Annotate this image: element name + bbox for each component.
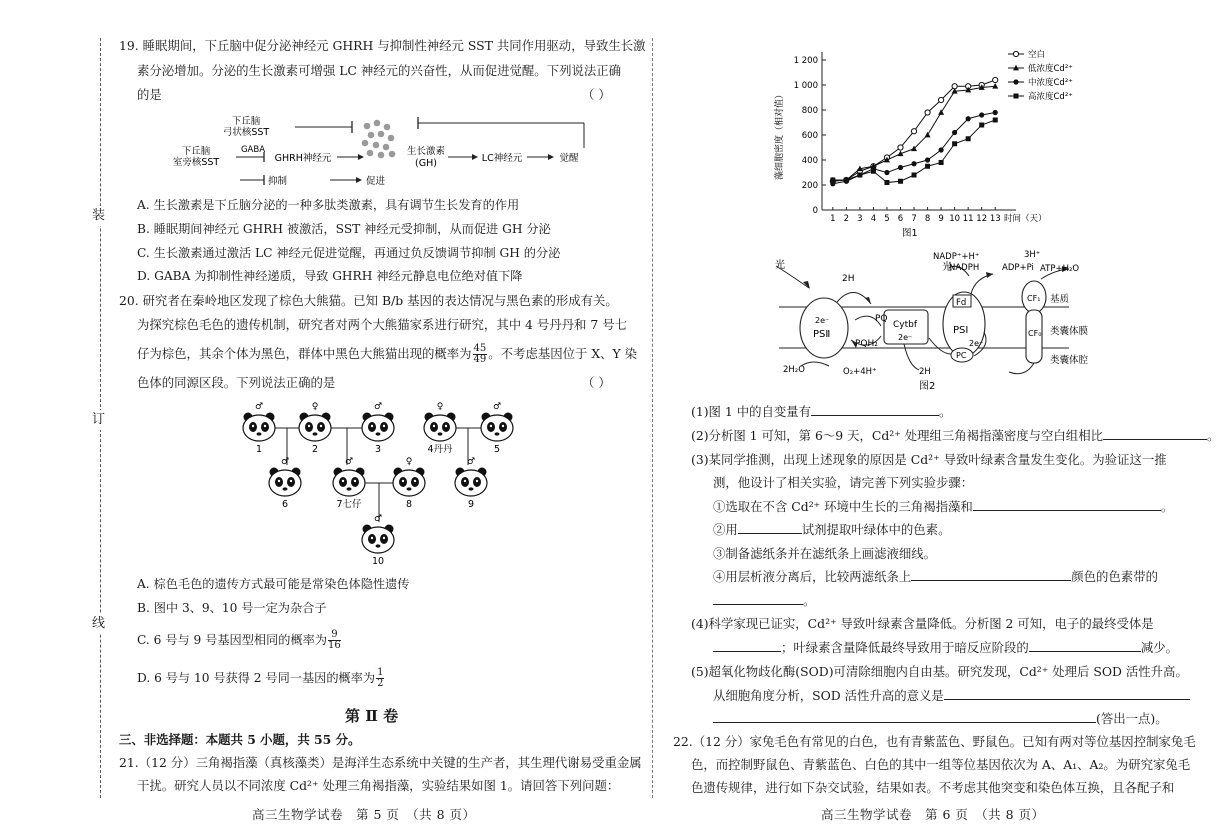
legend-label: 低浓度Cd²⁺ (1028, 64, 1073, 74)
ps2-label: PSⅡ (813, 329, 831, 340)
x-tick-label: 1 (830, 214, 836, 224)
legend-promote: 促进 (366, 176, 386, 187)
data-point (939, 160, 944, 165)
step-text: ①选取在不含 Cd²⁺ 环境中生长的三角褐指藻和 (713, 499, 973, 514)
sub-question-5 (713, 687, 1190, 705)
sex-symbol: ♂ (492, 402, 502, 412)
electron-label: 2e⁻ (898, 333, 913, 342)
data-point (898, 145, 903, 150)
y-tick-label: 1 200 (793, 56, 818, 66)
panda-icon (299, 413, 331, 442)
data-point (830, 178, 835, 183)
question-19-stem: 19. 睡眠期间，下丘脑中促分泌神经元 GHRH 与抑制性神经元 SST 共同作用驱动，导致生长激 (119, 38, 646, 53)
sex-symbol: ♀ (311, 402, 319, 412)
pedigree-label: 2 (311, 444, 319, 455)
page-divider (652, 38, 653, 798)
data-point (992, 83, 998, 89)
x-tick-label: 11 (962, 214, 974, 224)
answer-paren: （ ） (582, 375, 611, 390)
stroma-label: 基质 (1050, 294, 1070, 305)
page-footer: 高三生物学试卷 第 6 页 （共 8 页） (821, 807, 1045, 822)
ps1-label: PSⅠ (953, 325, 969, 336)
question-20-stem: 为探究棕色毛色的遗传机制，研究者对两个大熊猫家系进行研究，其中 4 号丹丹和 7 号七 (137, 317, 627, 332)
fraction (473, 344, 488, 365)
electron-label: 2e⁻ (969, 339, 984, 348)
legend-inhibit: 抑制 (268, 176, 288, 187)
sex-symbol: ♂ (466, 457, 476, 467)
question-21-stem: 干扰。研究人员以不同浓度 Cd²⁺ 处理三角褐指藻，实验结果如图 1。请回答下列问题： (137, 778, 620, 793)
panda-icon (393, 468, 425, 497)
gh-granules-icon (362, 120, 396, 159)
y-tick-label: 800 (801, 106, 818, 116)
data-point (898, 165, 903, 170)
gh-label: 生长激素 (406, 146, 446, 157)
answer-paren: （ ） (582, 87, 611, 102)
figure-1-chart (770, 40, 1120, 240)
step-text: ④用层析液分离后，比较两滤纸条上 (713, 569, 912, 584)
question-22-stem: 色遗传规律，进行如下杂交试验，结果如表。不考虑其他突变和染色体互换，且各配子和 (691, 780, 1175, 795)
question-text: (2)分析图 1 可知，第 6～9 天，Cd²⁺ 处理组三角褐指藻密度与空白组相比 (691, 428, 1103, 443)
step-4 (713, 568, 1158, 586)
legend-label: 中浓度Cd²⁺ (1028, 78, 1073, 88)
pedigree-label: 7七仔 (336, 499, 362, 510)
x-tick-label: 2 (843, 214, 850, 224)
data-point (925, 132, 931, 138)
sst-top-label: 弓状核SST (222, 127, 270, 138)
stem-text: 仔为棕色，其余个体为黑色，群体中黑色大熊猫出现的概率为 (137, 346, 472, 361)
option-d: D. GABA 为抑制性神经递质，导致 GHRH 神经元静息电位绝对值下降 (137, 269, 523, 283)
fraction-den: 2 (377, 678, 384, 689)
data-point (925, 164, 930, 169)
y-tick-label: 0 (812, 206, 818, 216)
option-a: A. 生长激素是下丘脑分泌的一种多肽类激素，具有调节生长发育的作用 (137, 198, 520, 212)
data-point (993, 110, 998, 115)
question-21-stem: 21.（12 分）三角褐指藻（真核藻类）是海洋生态系统中关键的生产者，其生理代谢易受重金属 (119, 755, 642, 770)
gh-label: (GH) (415, 158, 437, 169)
data-point (884, 170, 889, 175)
water-label: 2H₂O (783, 365, 805, 375)
figure-caption: 图2 (919, 381, 936, 392)
x-tick-label: 13 (989, 214, 1001, 224)
data-point (884, 180, 889, 185)
nadp-label: NADP⁺+H⁺ (933, 252, 980, 262)
x-tick-label: 4 (870, 214, 877, 224)
pedigree-label: 9 (467, 499, 475, 510)
h-ion-label: 2H (919, 367, 931, 377)
part-2-title: 第 Ⅱ 卷 (345, 707, 399, 725)
light-label: 光 (775, 260, 785, 271)
question-22-stem: 22.（12 分）家兔毛色有常见的白色，也有青紫蓝色、野鼠色。已知有两对等位基因控制家兔毛 (673, 734, 1196, 749)
q19-diagram (172, 110, 600, 188)
sst-left-label: 室旁核SST (172, 157, 220, 168)
panda-icon (243, 413, 275, 442)
sex-symbol: ♂ (344, 457, 354, 467)
question-19-stem: 的是 (137, 87, 162, 102)
pedigree-label: 4丹丹 (427, 444, 453, 455)
data-point (925, 110, 930, 115)
option-c (137, 630, 342, 651)
ghrh-neuron-label: GHRH神经元 (274, 153, 332, 164)
panda-icon (269, 468, 301, 497)
pedigree-label: 8 (405, 499, 413, 510)
cf1-label: CF₁ (1027, 294, 1041, 303)
data-point (1014, 94, 1019, 99)
data-point (952, 130, 957, 135)
data-point (966, 136, 971, 141)
panda-icon (333, 468, 365, 497)
question-20-stem: 色体的同源区段。下列说法正确的是 (137, 375, 336, 390)
data-point (912, 173, 917, 178)
thylakoid-lumen-label: 类囊体腔 (1050, 355, 1089, 366)
atp-label: ATP+H₂O (1040, 264, 1080, 274)
x-tick-label: 12 (976, 214, 988, 224)
option-b: B. 睡眠期间神经元 GHRH 被激活，SST 神经元受抑制，从而促进 GH 分泌 (137, 222, 551, 236)
sub-question-5: (5)超氧化物歧化酶(SOD)可清除细胞内自由基。研究发现，Cd²⁺ 处理后 SOD 活性升高。 (691, 664, 1188, 679)
fraction-num: 45 (473, 343, 487, 354)
option-d (137, 668, 385, 689)
legend-label: 高浓度Cd²⁺ (1028, 92, 1073, 102)
question-text: (答出一点)。 (1096, 711, 1168, 726)
data-point (938, 147, 943, 152)
pedigree-chart (235, 400, 535, 568)
pedigree-label: 3 (374, 444, 382, 455)
figure-2-diagram (775, 248, 1099, 393)
data-point (979, 123, 984, 128)
panda-icon (362, 525, 394, 554)
data-point (898, 179, 903, 184)
pc-label: PC (956, 351, 967, 360)
data-series (830, 91, 1072, 185)
sex-symbol: ♂ (254, 402, 264, 412)
data-point (871, 169, 876, 174)
fraction-num: 9 (328, 630, 341, 641)
h-ion-label: 3H⁺ (1024, 250, 1041, 260)
data-point (979, 112, 984, 117)
x-tick-label: 5 (884, 214, 890, 224)
x-axis-label: 时间（天） (1004, 214, 1047, 224)
pq-label: PQ (875, 314, 888, 324)
step-4-cont: 。 (713, 592, 815, 610)
option-a: A. 棕色毛色的遗传方式最可能是常染色体隐性遗传 (137, 577, 410, 591)
sex-symbol: ♂ (373, 514, 383, 524)
binding-char: 订 (92, 410, 105, 430)
question-22-stem: 色，而控制野鼠色、青紫蓝色、白色的其中一组等位基因依次为 A、A₁、A₂。为研究家兔毛 (691, 757, 1191, 772)
panda-icon (481, 413, 513, 442)
question-20-stem: 20. 研究者在秦岭地区发现了棕色大熊猫。已知 B/b 基因的表达情况与黑色素的形成有关。 (119, 293, 618, 308)
sex-symbol: ♂ (373, 402, 383, 412)
question-text: 减少。 (1140, 640, 1178, 655)
sub-question-2: (2)分析图 1 可知，第 6～9 天，Cd²⁺ 处理组三角褐指藻密度与空白组相比 。 (691, 428, 1219, 443)
step-2 (713, 521, 950, 539)
sex-symbol: ♀ (405, 457, 413, 467)
wake-label: 觉醒 (559, 153, 579, 164)
option-b: B. 图中 3、9、10 号一定为杂合子 (137, 601, 327, 615)
x-tick-label: 8 (924, 214, 931, 224)
oxygen-label: O₂+4H⁺ (843, 367, 877, 377)
fraction-num: 1 (377, 667, 384, 678)
x-tick-label: 3 (857, 214, 863, 224)
h-ion-label: 2H (842, 274, 855, 284)
page-footer: 高三生物学试卷 第 5 页 （共 8 页） (252, 807, 476, 822)
pedigree-label: 6 (281, 499, 289, 510)
fraction-den: 16 (328, 640, 341, 651)
question-text: 从细胞角度分析，SOD 活性升高的意义是 (713, 688, 944, 703)
pqh2-label: PQH₂ (855, 339, 878, 349)
panda-icon (362, 413, 394, 442)
y-tick-label: 200 (801, 181, 818, 191)
data-point (993, 118, 998, 123)
step-3: ③制备滤纸条并在滤纸条上画滤液细线。 (713, 546, 937, 561)
sex-symbol: ♂ (280, 457, 290, 467)
question-text: ；叶绿素含量降低最终导致用于暗反应阶段的 (781, 640, 1029, 655)
panda-icon (455, 468, 487, 497)
fraction-den: 49 (473, 354, 487, 365)
gaba-label: GABA (240, 145, 266, 155)
electron-label: 2e⁻ (815, 316, 830, 325)
data-point (993, 77, 998, 82)
section-heading: 三、非选择题：本题共 5 小题，共 55 分。 (119, 732, 361, 747)
y-tick-label: 1 000 (793, 81, 818, 91)
thylakoid-membrane-label: 类囊体膜 (1050, 326, 1089, 337)
binding-char: 装 (92, 206, 105, 226)
y-axis-label: 藻细胞密度（相对值） (775, 89, 785, 181)
option-text: C. 6 号与 9 号基因型相同的概率为 (137, 633, 328, 647)
data-point (844, 178, 849, 183)
sst-left-label: 下丘脑 (181, 146, 211, 157)
x-tick-label: 9 (938, 214, 944, 224)
sex-symbol: ♀ (436, 402, 444, 412)
sst-top-label: 下丘脑 (231, 116, 261, 127)
sub-question-3: (3)某同学推测，出现上述现象的原因是 Cd²⁺ 导致叶绿素含量发生变化。为验证这一推 (691, 452, 1167, 467)
nadph-label: NADPH (949, 263, 980, 273)
stem-text: 。不考虑基因位于 X、Y 染 (488, 346, 638, 361)
x-tick-label: 7 (911, 214, 917, 224)
step-text: ②用 (713, 522, 738, 537)
data-point (911, 161, 916, 166)
right-page (655, 0, 1219, 832)
data-point (952, 141, 957, 146)
figure-caption: 图1 (902, 228, 918, 239)
x-tick-label: 6 (897, 214, 904, 224)
data-point (857, 173, 862, 178)
pedigree-label: 5 (493, 444, 501, 455)
lc-neuron-label: LC神经元 (481, 153, 523, 164)
data-point (938, 109, 944, 115)
sub-question-4 (713, 639, 1178, 657)
y-tick-label: 400 (801, 156, 818, 166)
fd-label: Fd (956, 298, 967, 308)
option-text: D. 6 号与 10 号获得 2 号同一基因的概率为 (137, 671, 376, 685)
panda-icon (424, 413, 456, 442)
fraction (328, 630, 341, 651)
step-text: 颜色的色素带的 (1071, 569, 1158, 584)
data-point (966, 116, 971, 121)
step-1: ①选取在不含 Cd²⁺ 环境中生长的三角褐指藻和 。 (713, 499, 1174, 514)
binding-char: 线 (92, 614, 105, 634)
sub-question-5 (713, 710, 1168, 728)
option-c: C. 生长激素通过激活 LC 神经元促进觉醒，再通过负反馈调节抑制 GH 的分泌 (137, 246, 561, 260)
light-label: 光 (942, 262, 952, 273)
cf0-label: CF₀ (1028, 329, 1042, 338)
question-19-stem: 素分泌增加。分泌的生长激素可增强 LC 神经元的兴奋性，从而促进觉醒。下列说法正确 (137, 63, 622, 78)
data-point (925, 157, 930, 162)
adp-label: ADP+Pi (1002, 263, 1034, 273)
data-point (938, 97, 943, 102)
step-text: 试剂提取叶绿体中的色素。 (801, 522, 951, 537)
question-20-stem (137, 344, 637, 365)
cytbf-label: Cytbf (893, 320, 918, 330)
legend-label: 空白 (1028, 50, 1046, 60)
data-point (911, 129, 916, 134)
x-tick-label: 10 (949, 214, 961, 224)
fraction (376, 668, 384, 689)
pedigree-label: 1 (255, 444, 263, 455)
y-tick-label: 600 (801, 131, 818, 141)
data-point (1013, 51, 1018, 56)
sub-question-3: 测，他设计了相关实验，请完善下列实验步骤： (713, 475, 974, 490)
question-text: (1)图 1 中的自变量有 (691, 404, 812, 419)
data-point (1013, 79, 1018, 84)
pedigree-label: 10 (371, 556, 385, 567)
sub-question-1: (1)图 1 中的自变量有 。 (691, 404, 952, 419)
sub-question-4: (4)科学家现已证实，Cd²⁺ 导致叶绿素含量降低。分析图 2 可知，电子的最终受体是 (691, 616, 1154, 631)
